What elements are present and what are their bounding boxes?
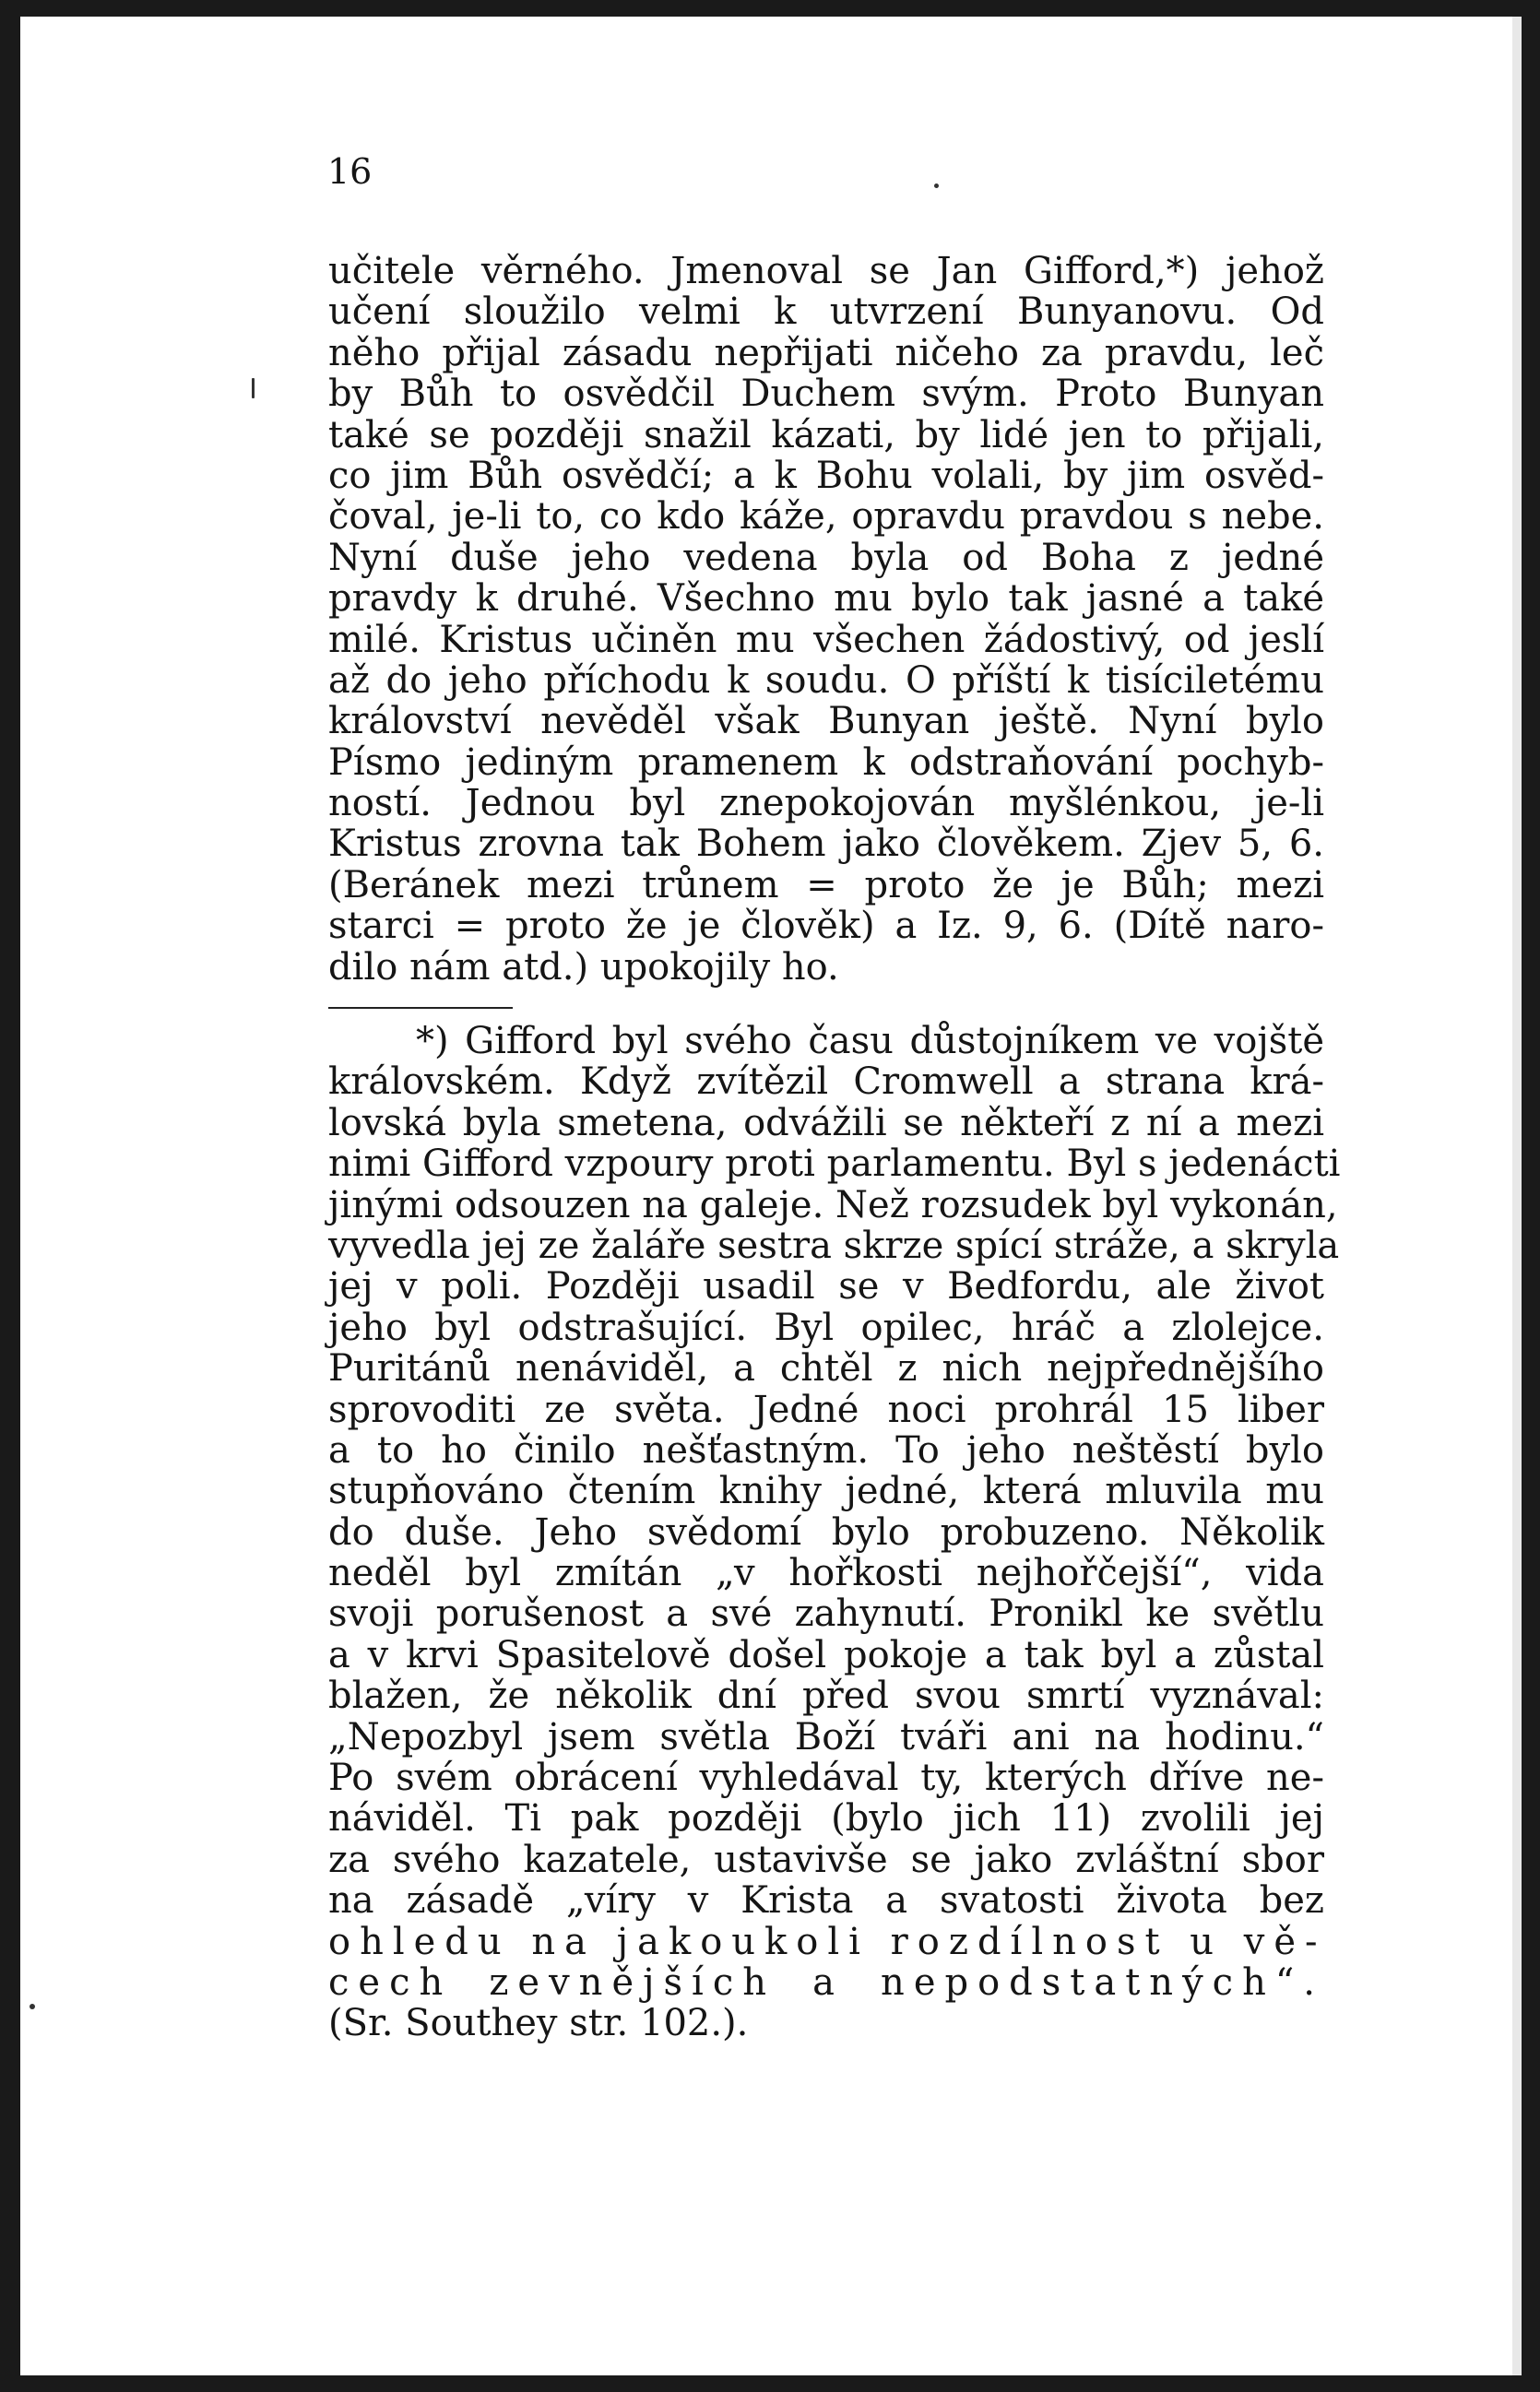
footnote-line: nimi Gifford vzpoury proti parlamentu. Byl s jedenácti [328,1143,1341,1186]
footnote-line: a to ho činilo nešťastným. To jeho neštěstí bylo [328,1428,1324,1472]
footnote [328,1020,1341,2045]
text-line: království nevěděl však Bunyan ještě. Nyní bylo [328,700,1324,743]
footnote-line: náviděl. Ti pak později (bylo jich 11) zvolili jej [328,1797,1324,1841]
main-text [328,251,1324,988]
footnote-line: za svého kazatele, ustavivše se jako zvláštní sbor [328,1838,1324,1881]
text-line: pravdy k druhé. Všechno mu bylo tak jasné a také [328,577,1324,621]
text-line: učení sloužilo velmi k utvrzení Bunyanovu. Od [328,290,1324,334]
text-line: by Bůh to osvědčil Duchem svým. Proto Bunyan [328,373,1324,416]
footnote-line: na zásadě „víry v Krista a svatosti života bez [328,1879,1324,1923]
footnote-line: „Nepozbyl jsem světla Boží tváři ani na hodinu.“ [328,1715,1324,1758]
footnote-line: a v krvi Spasitelově došel pokoje a tak byl a zůstal [328,1633,1324,1676]
footnote-line: do duše. Jeho svědomí bylo probuzeno. Několik [328,1510,1324,1554]
footnote-line: jej v poli. Později usadil se v Bedfordu, ale život [328,1265,1324,1308]
footnote-line: stupňováno čtením knihy jedné, která mluvila mu [328,1470,1324,1513]
text-line: Kristus zrovna tak Bohem jako člověkem. Zjev 5, 6. [328,823,1324,866]
footnote-line: lovská byla smetena, odvážili se někteří z ní a mezi [328,1101,1324,1144]
footnote-line: cech zevnějších a nepodstatných“. [328,1960,1324,2004]
ink-speck [252,378,255,398]
ink-speck [30,2004,35,2009]
page-number: 16 [327,151,373,192]
text-line: něho přijal zásadu nepřijati ničeho za pravdu, leč [328,331,1324,374]
footnote-line: sprovoditi ze světa. Jedné noci prohrál 15 liber [328,1388,1324,1431]
footnote-line: blažen, že několik dní před svou smrtí vyznával: [328,1675,1324,1718]
footnote-line: Po svém obrácení vyhledával ty, kterých dříve ne- [328,1757,1324,1800]
text-line: až do jeho příchodu k soudu. O příští k tisíciletému [328,658,1324,702]
footnote-line: neděl byl zmítán „v hořkosti nejhořčejší“, vida [328,1552,1324,1595]
text-line: (Beránek mezi trůnem = proto že je Bůh; mezi [328,863,1324,906]
footnote-line: ohledu na jakoukoli rozdílnost u vě- [328,1920,1327,1963]
text-line: ností. Jednou byl znepokojován myšlénkou, je-li [328,782,1324,825]
text-line: co jim Bůh osvědčí; a k Bohu volali, by jim osvěd- [328,454,1324,497]
footnote-line: vyvedla jej ze žaláře sestra skrze spící stráže, a skryla [328,1224,1340,1267]
text-line: také se později snažil kázati, by lidé jen to přijali, [328,413,1324,456]
footnote-line: jeho byl odstrašující. Byl opilec, hráč a zlolejce. [328,1306,1324,1349]
footnote-divider [328,1007,513,1009]
text-line: dilo nám atd.) upokojily ho. [328,945,839,989]
text-line: milé. Kristus učiněn mu všechen žádostivý, od jeslí [328,618,1324,661]
text-line: učitele věrného. Jmenoval se Jan Gifford,*) jehož [328,250,1324,292]
footnote-line: svoji porušenost a své zahynutí. Pronikl ke světlu [328,1593,1324,1636]
footnote-line: *) Gifford byl svého času důstojníkem ve vojště [416,1020,1324,1062]
footnote-line: královském. Když zvítězil Cromwell a strana krá- [328,1060,1324,1104]
footnote-line: jinými odsouzen na galeje. Než rozsudek byl vykonán, [328,1183,1338,1226]
footnote-line: (Sr. Southey str. 102.). [328,2002,749,2045]
text-line: Písmo jediným pramenem k odstraňování pochyb- [328,740,1324,784]
footnote-line: Puritánů nenáviděl, a chtěl z nich nejpřednějšího [328,1347,1324,1391]
text-line: Nyní duše jeho vedena byla od Boha z jedné [328,536,1324,579]
ink-speck [934,184,939,188]
text-line: čoval, je-li to, co kdo káže, opravdu pravdou s nebe. [328,495,1324,539]
text-line: starci = proto že je člověk) a Iz. 9, 6. (Dítě naro- [328,905,1324,948]
